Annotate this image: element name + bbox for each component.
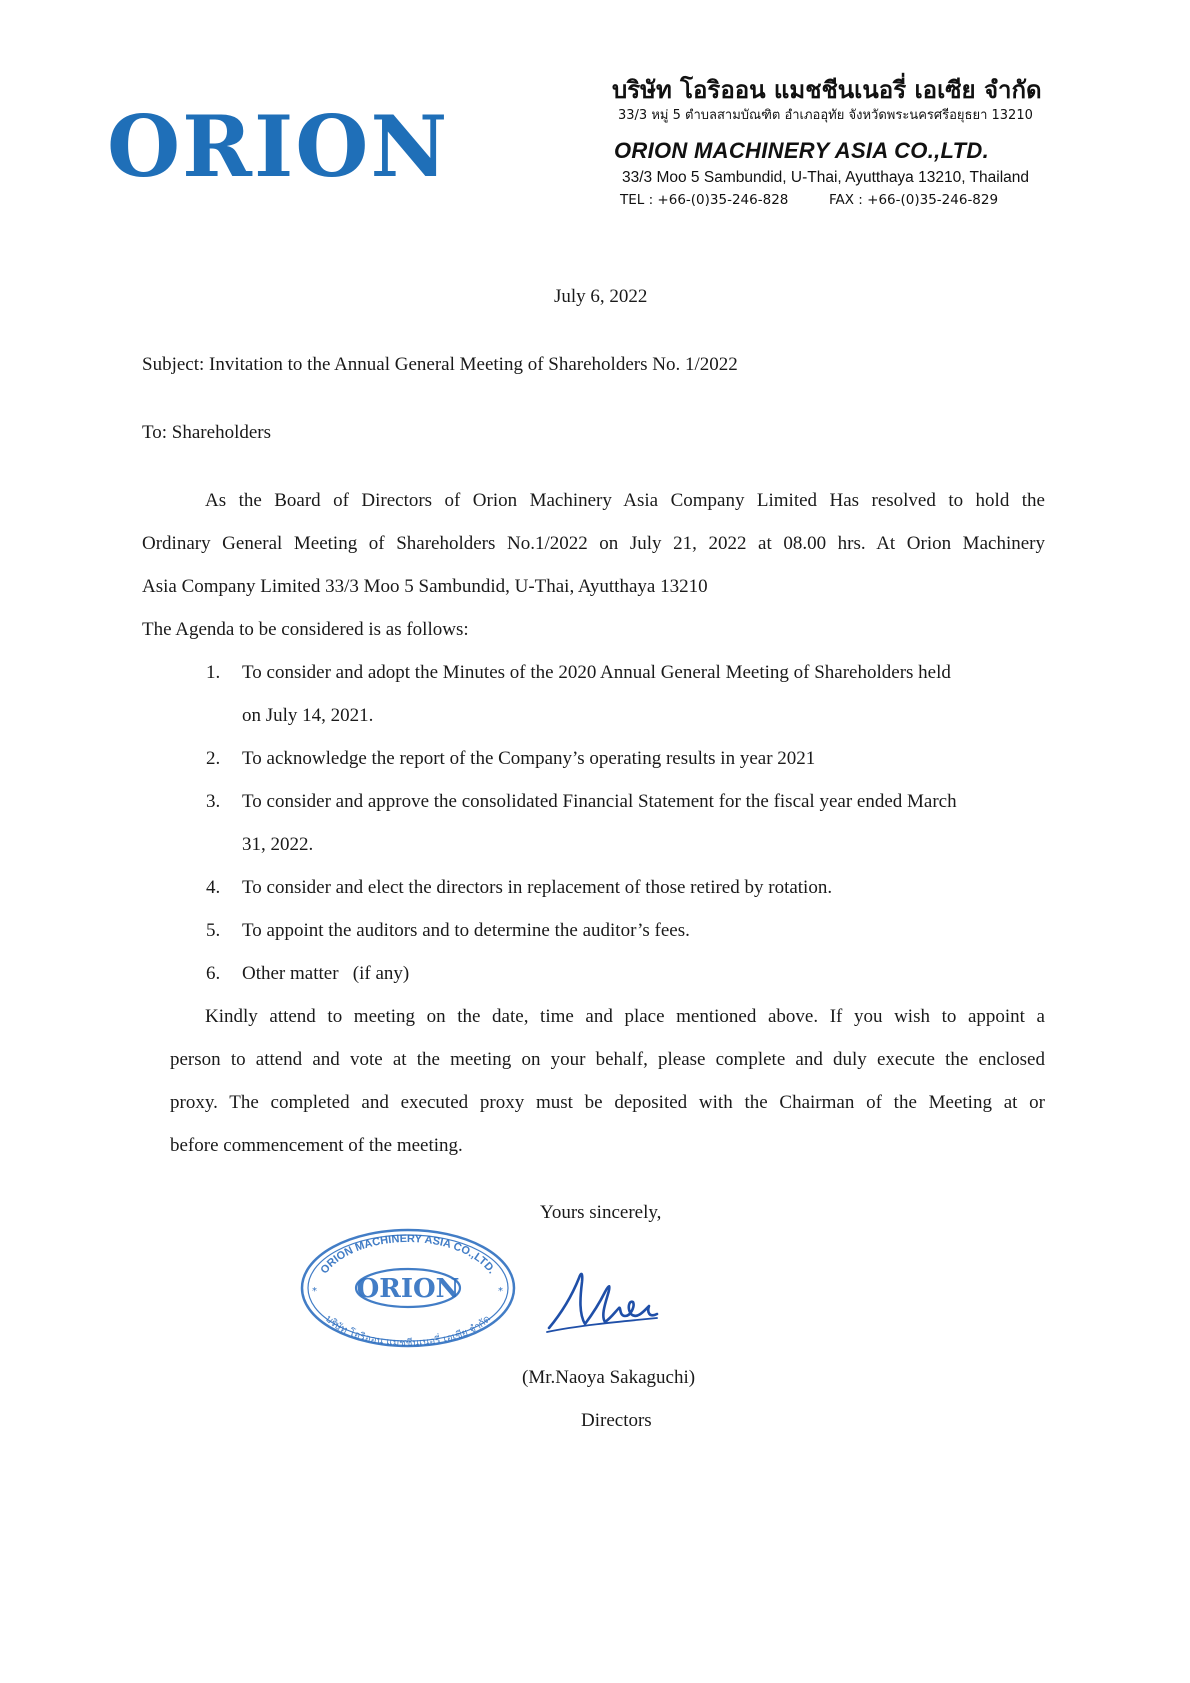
- letter-recipient: To: Shareholders: [142, 422, 272, 443]
- closing-line-4: before commencement of the meeting.: [170, 1135, 463, 1156]
- valediction: Yours sincerely,: [540, 1202, 662, 1223]
- company-name-thai: บริษัท โอริออน แมชชีนเนอรี่ เอเซีย จำกัด: [612, 76, 1042, 104]
- agenda-item-1-line-2: on July 14, 2021.: [242, 705, 374, 726]
- company-stamp: [298, 1226, 518, 1350]
- closing-line-3: proxy. The completed and executed proxy must be deposited with the Chairman of the Meeting at or: [170, 1092, 1045, 1113]
- signatory-title: Directors: [581, 1410, 652, 1431]
- stamp-bottom-text: บริษัท โอริออน แมชชีนเนอรี่ เอเซีย จำกัด: [322, 1313, 494, 1350]
- agenda-item-1-number: 1.: [206, 662, 221, 683]
- agenda-item-3-line-2: 31, 2022.: [242, 834, 314, 855]
- agenda-item-6-line-1: Other matter (if any): [242, 963, 410, 984]
- closing-line-2: person to attend and vote at the meeting on your behalf, please complete and duly execute the enclosed: [170, 1049, 1045, 1070]
- svg-text:*: *: [498, 1286, 503, 1297]
- intro-line-2: Ordinary General Meeting of Shareholders No.1/2022 on July 21, 2022 at 08.00 hrs. At Orion Machinery: [142, 533, 1045, 554]
- company-logo: ORION: [107, 97, 450, 196]
- agenda-item-1-line-1: To consider and adopt the Minutes of the 2020 Annual General Meeting of Shareholders held: [242, 662, 951, 683]
- agenda-heading: The Agenda to be considered is as follows:: [142, 619, 469, 640]
- company-telephone: TEL : +66-(0)35-246-828: [620, 192, 789, 208]
- agenda-item-3-line-1: To consider and approve the consolidated Financial Statement for the fiscal year ended March: [242, 791, 957, 812]
- stamp-top-text: ORION MACHINERY ASIA CO.,LTD.: [318, 1232, 498, 1277]
- stamp-center-text: ORION: [356, 1274, 460, 1304]
- agenda-item-5-line-1: To appoint the auditors and to determine the auditor’s fees.: [242, 920, 690, 941]
- agenda-item-4-line-1: To consider and elect the directors in replacement of those retired by rotation.: [242, 877, 833, 898]
- svg-text:*: *: [312, 1286, 317, 1297]
- agenda-item-2-number: 2.: [206, 748, 221, 769]
- agenda-item-2-line-1: To acknowledge the report of the Company’s operating results in year 2021: [242, 748, 816, 769]
- letter-date: July 6, 2022: [554, 286, 648, 307]
- company-address-thai: 33/3 หมู่ 5 ตำบลสามบัณฑิต อำเภออุทัย จังหวัดพระนครศรีอยุธยา 13210: [618, 108, 1033, 123]
- agenda-item-6-number: 6.: [206, 963, 221, 984]
- signatory-name: (Mr.Naoya Sakaguchi): [522, 1367, 696, 1388]
- company-name-english: ORION MACHINERY ASIA CO.,LTD.: [614, 138, 989, 163]
- signature: [545, 1262, 665, 1342]
- agenda-item-5-number: 5.: [206, 920, 221, 941]
- agenda-item-3-number: 3.: [206, 791, 221, 812]
- letter-subject: Subject: Invitation to the Annual General Meeting of Shareholders No. 1/2022: [142, 354, 738, 375]
- agenda-item-4-number: 4.: [206, 877, 221, 898]
- svg-text:บริษัท โอริออน แมชชีนเนอรี่ เอ: [323, 1314, 493, 1349]
- company-fax: FAX : +66-(0)35-246-829: [829, 192, 999, 208]
- closing-line-1: Kindly attend to meeting on the date, time and place mentioned above. If you wish to appoint a: [205, 1006, 1045, 1027]
- company-address-english: 33/3 Moo 5 Sambundid, U-Thai, Ayutthaya 13210, Thailand: [622, 169, 1030, 186]
- intro-line-1: As the Board of Directors of Orion Machinery Asia Company Limited Has resolved to hold the: [205, 490, 1045, 511]
- intro-line-3: Asia Company Limited 33/3 Moo 5 Sambundid, U-Thai, Ayutthaya 13210: [142, 576, 708, 597]
